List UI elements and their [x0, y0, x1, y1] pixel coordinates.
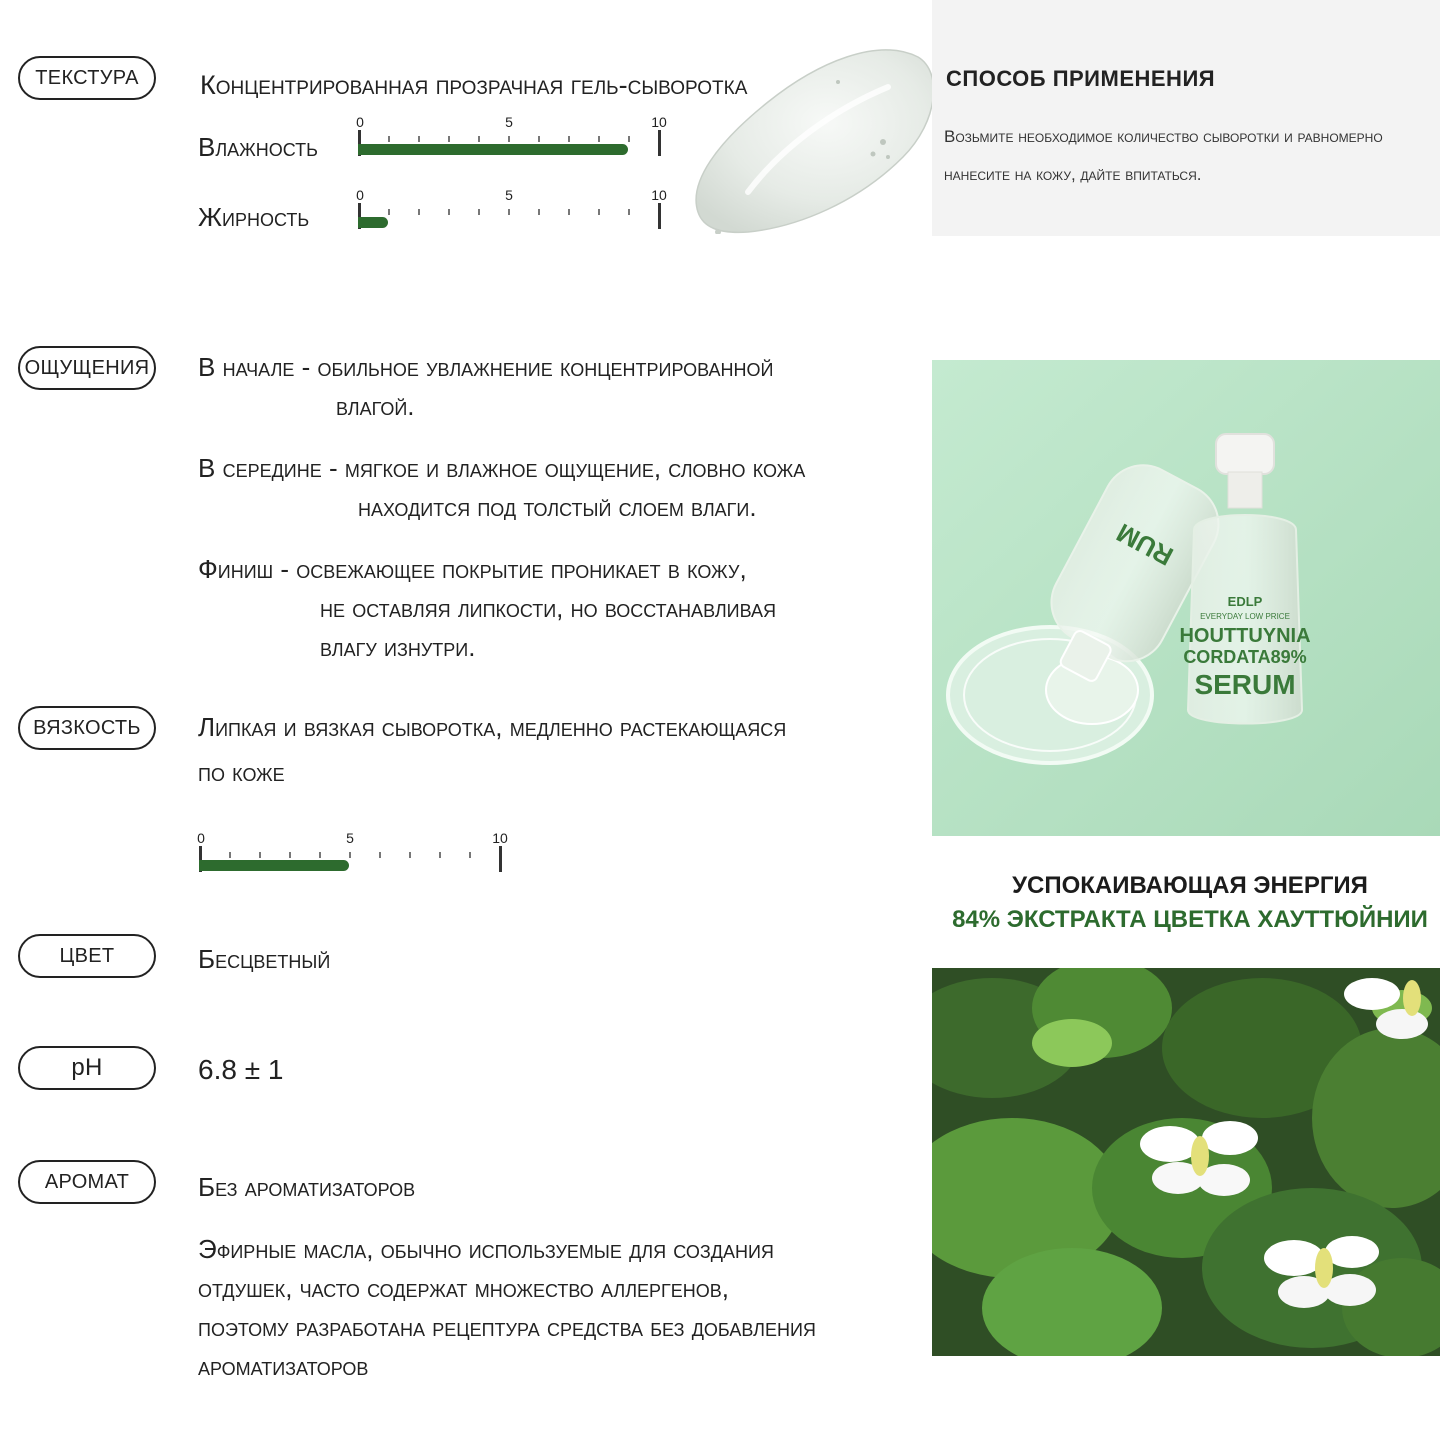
gauge-minor-tick: [568, 209, 570, 215]
gauge-minor-tick: [439, 852, 441, 858]
gauge-fill-bar: [358, 144, 628, 155]
scale-tick-5: 5: [346, 830, 354, 846]
gauge-minor-tick: [259, 852, 261, 858]
scale-tick-10: 10: [651, 114, 667, 130]
gel-smear-image: [688, 42, 938, 234]
gauge-minor-tick: [418, 209, 420, 215]
gauge-minor-tick: [598, 136, 600, 142]
label-sensation: ОЩУЩЕНИЯ: [18, 346, 156, 390]
label-viscosity: ВЯЗКОСТЬ: [18, 706, 156, 750]
product-name-line3: SERUM: [1194, 669, 1296, 700]
gauge-minor-tick: [568, 136, 570, 142]
gauge-minor-tick: [349, 852, 351, 858]
viscosity-line2: по коже: [198, 757, 285, 787]
scale-tick-10: 10: [492, 830, 508, 846]
scale-tick-0: 0: [356, 187, 364, 203]
energy-subtitle: 84% ЭКСТРАКТА ЦВЕТКА ХАУТТЮЙНИИ: [952, 906, 1428, 933]
gauge-minor-tick: [379, 852, 381, 858]
ph-value: 6.8 ± 1: [198, 1054, 284, 1085]
aroma-note-line3: поэтому разработана рецептура средства без добавления: [198, 1312, 816, 1342]
gauge-minor-tick: [508, 209, 510, 215]
flower-illustration: [932, 968, 1440, 1356]
label-texture: ТЕКСТУРА: [18, 56, 156, 100]
howto-panel: [932, 0, 1440, 236]
oiliness-label: Жирность: [198, 202, 310, 232]
sensation-finish-line3: влагу изнутри.: [320, 632, 476, 662]
product-name-line2: CORDATA89%: [1183, 647, 1307, 667]
gauge-minor-tick: [319, 852, 321, 858]
gauge-minor-tick: [628, 136, 630, 142]
sensation-middle-line1: В середине - мягкое и влажное ощущение, словно кожа: [198, 453, 806, 483]
gauge-minor-tick: [538, 136, 540, 142]
gauge-minor-tick: [478, 209, 480, 215]
product-name-line1: HOUTTUYNIA: [1179, 625, 1311, 647]
scale-tick-0: 0: [356, 114, 364, 130]
gauge-minor-tick: [508, 136, 510, 142]
oiliness-gauge: [356, 187, 667, 247]
howto-body: Возьмите необходимое количество сыворотки и равномерно нанесите на кожу, дайте впитаться.: [944, 127, 1383, 184]
scale-tick-10: 10: [651, 187, 667, 203]
scale-tick-5: 5: [505, 114, 513, 130]
gauge-minor-tick: [478, 136, 480, 142]
svg-text:RUM: RUM: [1111, 517, 1179, 572]
gauge-end-tick: [658, 130, 661, 156]
gauge-minor-tick: [469, 852, 471, 858]
gauge-minor-tick: [598, 209, 600, 215]
label-aroma: АРОМАТ: [18, 1160, 156, 1204]
aroma-note-line1: Эфирные масла, обычно используемые для создания: [198, 1234, 774, 1264]
aroma-note-line2: отдушек, часто содержат множество аллергенов,: [198, 1273, 730, 1303]
gauge-end-tick: [499, 846, 502, 872]
gauge-fill-bar: [199, 860, 349, 871]
aroma-note-line4: ароматизаторов: [198, 1351, 369, 1381]
texture-description: Концентрированная прозрачная гель-сыворотка: [200, 70, 748, 100]
product-photo: [932, 360, 1440, 836]
viscosity-line1: Липкая и вязкая сыворотка, медленно растекающаяся: [198, 712, 787, 742]
label-color: ЦВЕТ: [18, 934, 156, 978]
scale-tick-0: 0: [197, 830, 205, 846]
gauge-minor-tick: [418, 136, 420, 142]
sensation-finish-line2: не оставляя липкости, но восстанавливая: [320, 593, 777, 623]
gauge-fill-bar: [358, 217, 388, 228]
gauge-minor-tick: [448, 209, 450, 215]
label-ph: pH: [18, 1046, 156, 1090]
moisture-label: Влажность: [198, 132, 318, 162]
sensation-middle-line2: находится под толстый слоем влаги.: [358, 492, 757, 522]
gauge-minor-tick: [409, 852, 411, 858]
gauge-minor-tick: [229, 852, 231, 858]
viscosity-gauge: [197, 830, 508, 890]
howto-title: СПОСОБ ПРИМЕНЕНИЯ: [946, 66, 1216, 91]
gauge-end-tick: [658, 203, 661, 229]
gauge-minor-tick: [388, 136, 390, 142]
product-brand: EDLP: [1227, 594, 1263, 609]
product-tagline: EVERYDAY LOW PRICE: [1200, 612, 1290, 621]
gauge-minor-tick: [448, 136, 450, 142]
gauge-minor-tick: [388, 209, 390, 215]
gauge-minor-tick: [538, 209, 540, 215]
aroma-value: Без ароматизаторов: [198, 1172, 416, 1202]
sensation-start-line2: влагой.: [336, 391, 415, 421]
sensation-finish-line1: Финиш - освежающее покрытие проникает в кожу,: [198, 554, 747, 584]
color-value: Бесцветный: [198, 944, 331, 974]
energy-title: УСПОКАИВАЮЩАЯ ЭНЕРГИЯ: [1012, 872, 1368, 899]
serum-bottles-illustration: [932, 360, 1440, 836]
gauge-minor-tick: [628, 209, 630, 215]
scale-tick-5: 5: [505, 187, 513, 203]
moisture-gauge: [356, 114, 667, 174]
gauge-minor-tick: [289, 852, 291, 858]
houttuynia-flower-photo: [932, 968, 1440, 1356]
sensation-start-line1: В начале - обильное увлажнение концентрированной: [198, 352, 774, 382]
